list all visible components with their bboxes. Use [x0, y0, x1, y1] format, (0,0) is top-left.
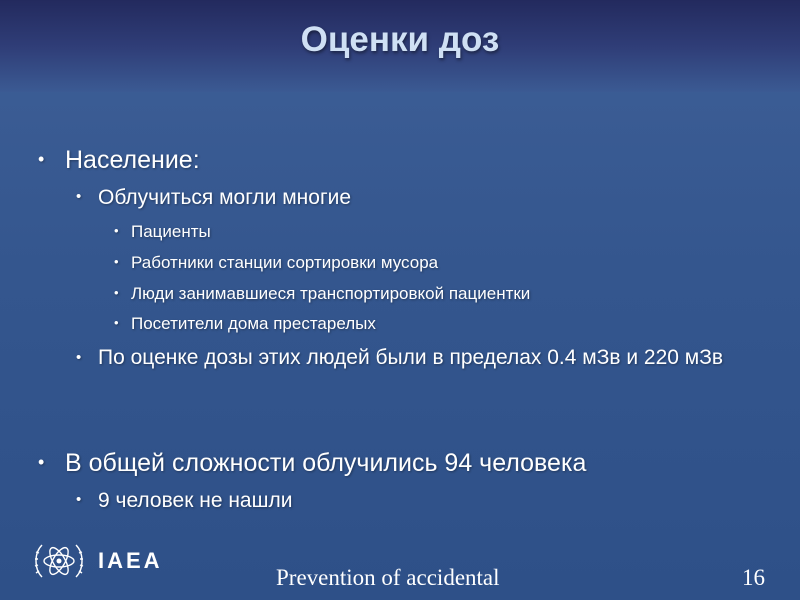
slide-title: Оценки доз	[300, 20, 500, 59]
un-emblem-icon	[30, 537, 88, 585]
bullet-dose-estimate: • По оценке дозы этих людей были в пределах 0.4 мЗв и 220 мЗв	[76, 343, 776, 373]
bullet-total-exposed: • В общей сложности облучились 94 человека	[38, 449, 587, 477]
bullet-many-exposed: • Облучиться могли многие	[76, 186, 352, 209]
bullet-not-found: • 9 человек не нашли	[76, 489, 293, 512]
page-number: 16	[742, 565, 765, 590]
bullet-dot-icon: •	[76, 349, 82, 366]
bullet-dot-icon: •	[38, 452, 45, 472]
bullet-dot-icon: •	[76, 188, 82, 205]
course-title: Prevention of accidental	[276, 565, 500, 590]
bullet-visitors: • Посетители дома престарелых	[114, 314, 376, 333]
bullet-dot-icon: •	[114, 254, 119, 269]
bullet-dot-icon: •	[114, 223, 119, 238]
iaea-logo	[30, 537, 163, 585]
bullet-population: • Население:	[38, 146, 200, 174]
bullet-patients: • Пациенты	[114, 222, 211, 241]
bullet-transporters: • Люди занимавшиеся транспортировкой пациентки	[114, 284, 531, 303]
bullet-dot-icon: •	[114, 285, 119, 300]
bullet-dot-icon: •	[38, 149, 45, 169]
bullet-dot-icon: •	[114, 315, 119, 330]
bullet-dot-icon: •	[76, 491, 82, 508]
iaea-logo-text: IAEA	[98, 548, 163, 573]
bullet-workers: • Работники станции сортировки мусора	[114, 253, 439, 272]
